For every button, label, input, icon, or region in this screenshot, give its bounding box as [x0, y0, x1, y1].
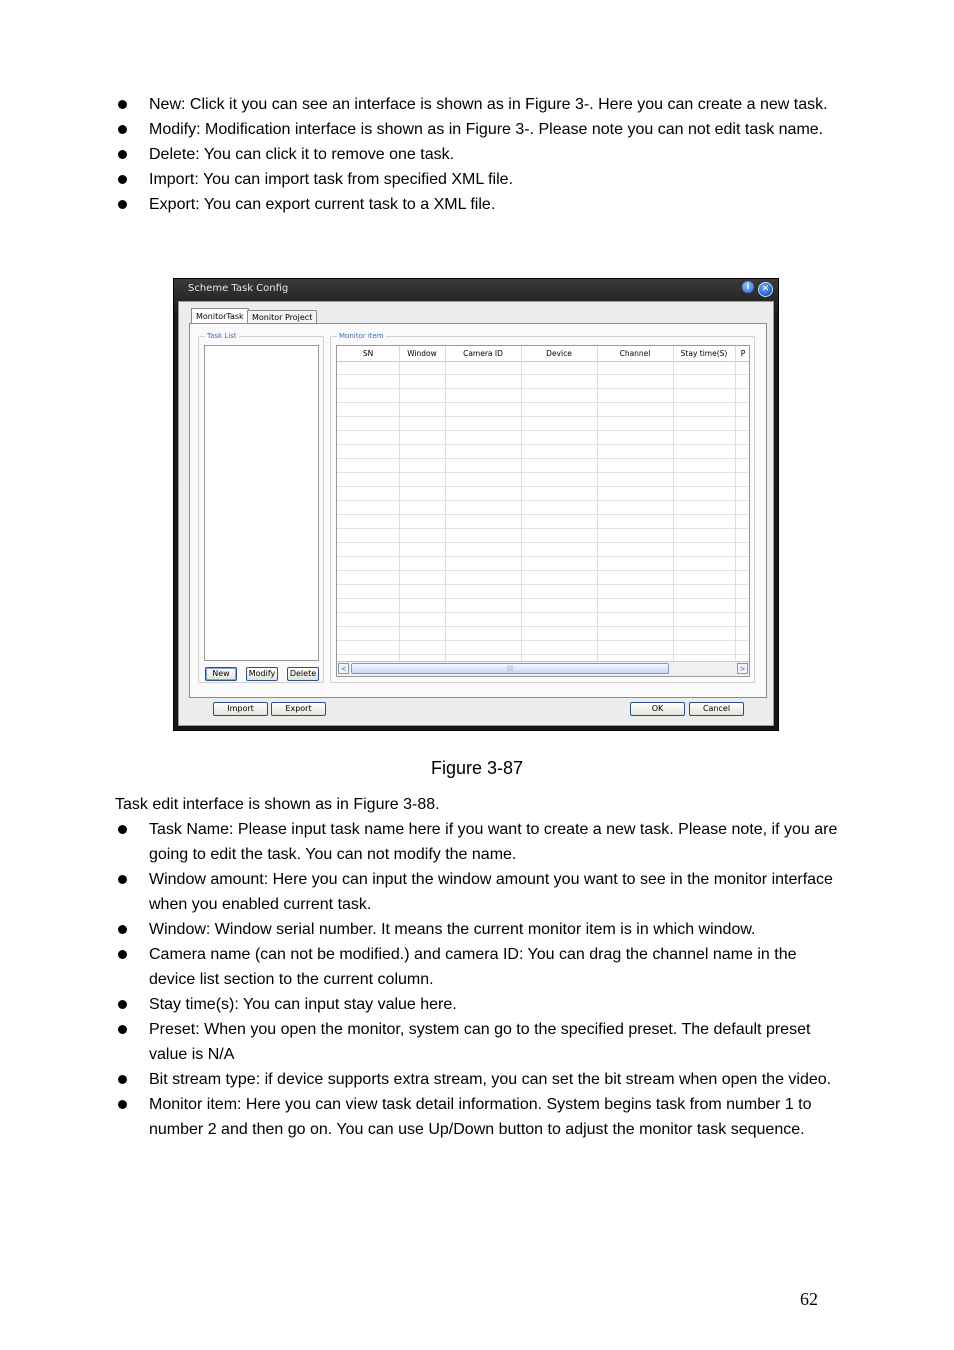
- bullet-item: Monitor item: Here you can view task detail information. System begins task from number 1 to number 2 and then go on. You can use Up/Down button to adjust the monitor task sequence.: [115, 1092, 845, 1142]
- scrollbar-thumb[interactable]: |||: [351, 663, 669, 674]
- dialog-client-area: [178, 301, 774, 726]
- export-button[interactable]: Export: [271, 702, 326, 716]
- modify-button[interactable]: Modify: [246, 667, 278, 681]
- info-icon[interactable]: i: [742, 281, 754, 293]
- column-header-channel[interactable]: Channel: [619, 349, 651, 358]
- column-divider: [735, 346, 736, 661]
- column-header-stay-time[interactable]: Stay time(S): [680, 349, 728, 358]
- bullet-item: Preset: When you open the monitor, system can go to the specified preset. The default preset value is N/A: [115, 1017, 845, 1067]
- column-divider: [673, 346, 674, 661]
- column-header-device[interactable]: Device: [546, 349, 572, 358]
- task-list-group: [198, 332, 324, 683]
- bullet-item: Modify: Modification interface is shown as in Figure 3-. Please note you can not edit task name.: [115, 117, 845, 142]
- column-divider: [445, 346, 446, 661]
- figure-caption: Figure 3-87: [430, 758, 524, 778]
- intro-paragraph: Task edit interface is shown as in Figure 3-88.: [115, 796, 440, 813]
- column-divider: [597, 346, 598, 661]
- monitor-item-table[interactable]: [336, 345, 750, 677]
- bullet-item: Window: Window serial number. It means the current monitor item is in which window.: [115, 917, 845, 942]
- bullet-item: New: Click it you can see an interface is shown as in Figure 3-. Here you can create a new task.: [115, 92, 845, 117]
- import-button[interactable]: Import: [213, 702, 268, 716]
- task-list[interactable]: [204, 345, 319, 661]
- scroll-right-icon[interactable]: >: [737, 663, 748, 674]
- column-header-camera-id[interactable]: Camera ID: [463, 349, 503, 358]
- window-title: Scheme Task Config: [188, 283, 289, 294]
- column-header-window[interactable]: Window: [407, 349, 437, 358]
- column-header-sn[interactable]: SN: [362, 349, 374, 358]
- horizontal-scrollbar[interactable]: [337, 661, 749, 676]
- bullet-item: Delete: You can click it to remove one task.: [115, 142, 845, 167]
- bullet-item: Camera name (can not be modified.) and camera ID: You can drag the channel name in the device list section to the current column.: [115, 942, 845, 992]
- close-icon[interactable]: ✕: [758, 282, 773, 297]
- bullet-item: Task Name: Please input task name here if you want to create a new task. Please note, if you are going to edit the task. You can not modify the name.: [115, 817, 845, 867]
- tab-panel: [189, 323, 767, 698]
- task-list-label: Task List: [207, 332, 237, 340]
- scheme-task-config-screenshot: [173, 278, 779, 731]
- ok-button[interactable]: OK: [630, 702, 685, 716]
- bullet-item: Window amount: Here you can input the window amount you want to see in the monitor interface when you enabled current task.: [115, 867, 845, 917]
- column-divider: [399, 346, 400, 661]
- column-header-preset[interactable]: P: [740, 349, 746, 358]
- bullet-item: Bit stream type: if device supports extra stream, you can set the bit stream when open the video.: [115, 1067, 845, 1092]
- bullet-item: Import: You can import task from specified XML file.: [115, 167, 845, 192]
- scroll-left-icon[interactable]: <: [338, 663, 349, 674]
- tab-monitor-project[interactable]: Monitor Project: [247, 310, 317, 324]
- column-divider: [521, 346, 522, 661]
- delete-button[interactable]: Delete: [287, 667, 319, 681]
- bullet-item: Stay time(s): You can input stay value here.: [115, 992, 845, 1017]
- bullet-list-bottom: [115, 817, 845, 1142]
- bullet-item: Export: You can export current task to a XML file.: [115, 192, 845, 217]
- bullet-list-top: [115, 92, 845, 217]
- monitor-item-label: Monitor item: [339, 332, 384, 340]
- tab-monitor-task[interactable]: MonitorTask: [191, 308, 249, 324]
- page-number: 62: [800, 1289, 818, 1309]
- cancel-button[interactable]: Cancel: [689, 702, 744, 716]
- monitor-item-group: [330, 332, 755, 683]
- new-button[interactable]: New: [205, 667, 237, 681]
